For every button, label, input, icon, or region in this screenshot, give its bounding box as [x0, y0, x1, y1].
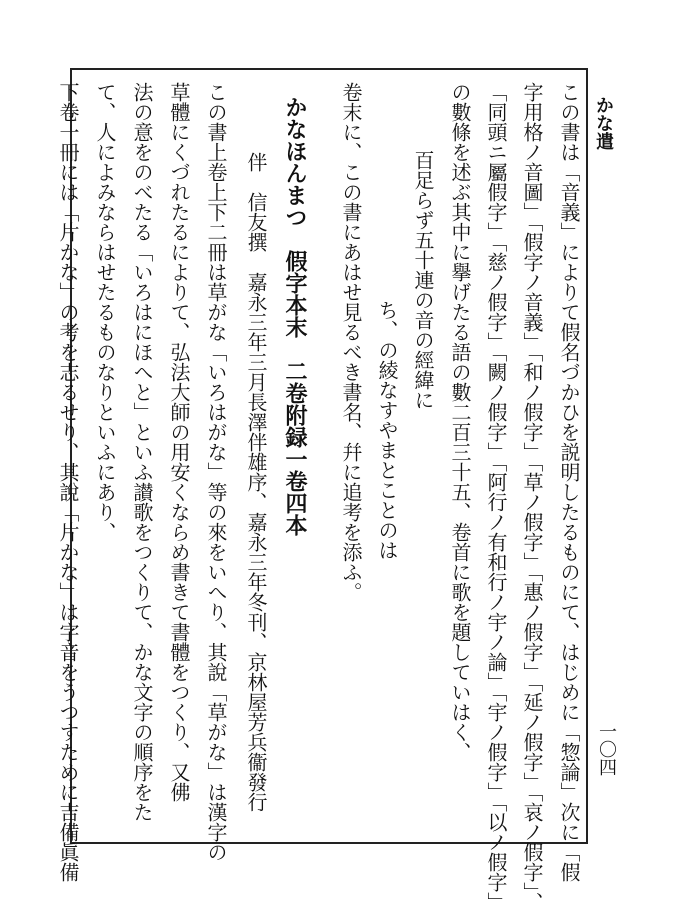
page-number: 一〇四 [596, 722, 617, 776]
text-column-14: 下卷一冊には「片かな」の考を志るせり、其說「片かな」は字音をうつすために吉備眞備 [56, 82, 80, 882]
text-column-7: 卷末に、この書にあはせ見るべき書名、幷に追考を添ふ。 [339, 82, 363, 602]
author-date-line: 伴 信友撰 嘉永三年三月長澤伴雄序、嘉永三年冬刊、京林屋芳兵衞發行 [244, 152, 268, 812]
text-column-10: この書上卷上下二冊は草がな「いろはがな」等の來をいへり、其說「草がな」は漢字の [204, 82, 228, 862]
text-column-1: この書は「音義」によりて假名づかひを説明したるものにて、はじめに「惣論」次に「假 [557, 82, 581, 882]
text-column-4: の數條を述ぶ其中に擧げたる語の數二百三十五、卷首に歌を題していはく、 [448, 82, 472, 762]
poem-line-1: 百足らず五十連の音の經緯に [411, 150, 435, 410]
poem-line-2: ち、の綾なすやまとことのは [375, 300, 399, 560]
book-title-heading: かなほんまつ 假字本末 二卷附録一卷四本 [282, 96, 308, 536]
text-column-2: 字用格ノ音圖」「假字ノ音義」「和ノ假字」「草ノ假字」「惠ノ假字」「延ノ假字」「哀ノ假字」、 [520, 82, 544, 912]
text-column-12: 法の意をのべたる「いろはにほへと」といふ讃歌をつくりて、かな文字の順序をた [130, 82, 154, 822]
running-head: かな遣 [593, 96, 614, 150]
text-column-13: て、人によみならはせたるものなりといふにあり、 [93, 82, 117, 542]
text-column-3: 「同頭ニ屬假字」「慈ノ假字」「闕ノ假字」「阿行ノ有和行ノ宇ノ論」「宇ノ假字」「以ノ假字」 [484, 82, 508, 912]
text-column-11: 草體にくづれたるによりて、弘法大師の用安くならめ書きて書體をつくり、又佛 [167, 82, 191, 802]
